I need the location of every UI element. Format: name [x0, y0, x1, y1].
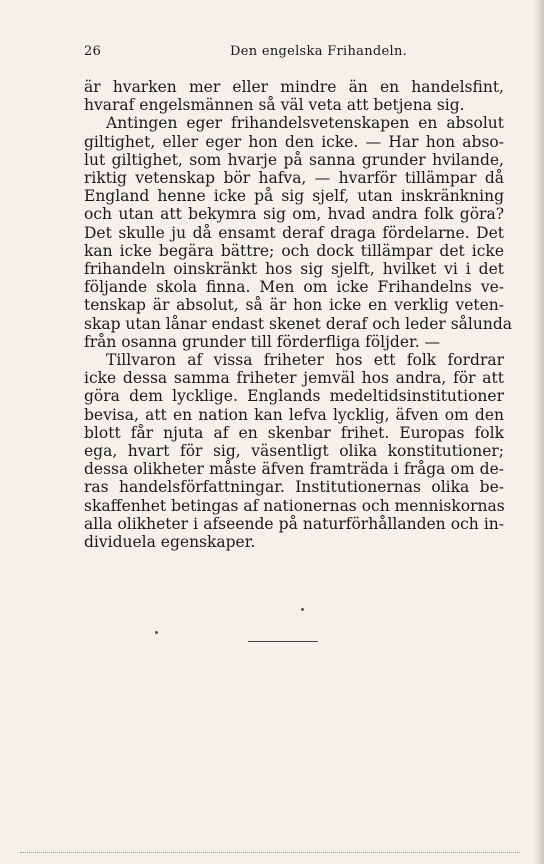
text-line: frihandeln oinskränkt hos sig sjelft, hvilket vi i det [84, 260, 504, 279]
print-speck [301, 608, 304, 611]
text-line: lut giltighet, som hvarje på sanna grunder hvilande, [84, 150, 504, 169]
section-divider [248, 641, 318, 642]
text-line: kan icke begära bättre; och dock tillämpar det icke [84, 241, 504, 260]
text-line: Antingen eger frihandelsvetenskapen en absolut [106, 114, 504, 133]
text-line: dividuela egenskaper. [84, 533, 256, 552]
text-line: ras handelsförfattningar. Institutionernas olika be- [84, 478, 504, 497]
print-speck [155, 631, 158, 634]
page-header [84, 44, 504, 64]
text-line: icke dessa samma friheter jemväl hos andra, för att [84, 369, 504, 388]
bottom-edge-noise [20, 852, 520, 857]
text-line: England henne icke på sig sjelf, utan inskränkning [84, 187, 504, 206]
text-line: alla olikheter i afseende på naturförhållanden och in- [84, 514, 504, 533]
text-line: göra dem lyckligе. Englands medeltidsinstitutioner [84, 387, 504, 406]
text-line: bevisa, att en nation kan lefva lycklig, äfven om den [84, 405, 504, 424]
text-line: skap utan lånar endast skenet deraf och leder sålunda [84, 314, 512, 333]
text-line: hvaraf engelsmännen så väl veta att betjena sig. [84, 96, 465, 115]
text-line: tenskap är absolut, så är hon icke en verklig veten- [84, 296, 504, 315]
text-line: blott får njuta af en skenbar frihet. Europas folk [84, 423, 504, 442]
text-line: skaffenhet betingas af nationernas och menniskornas [84, 496, 505, 515]
text-line: giltighet, eller eger hon den icke. — Har hon abso- [84, 132, 504, 151]
text-line: är hvarken mer eller mindre än en handelsfint, [84, 78, 504, 96]
text-line: riktig vetenskap bör hafva, — hvarför tillämpar då [84, 169, 504, 188]
text-line: Tillvaron af vissa friheter hos ett folk fordrar [106, 351, 504, 370]
text-line: följande skola finna. Men om icke Frihandelns ve- [84, 278, 504, 297]
text-line: dessa olikheter måste äfven framträda i fråga om de- [84, 460, 504, 479]
running-title: Den engelska Frihandeln. [230, 44, 408, 59]
text-line: från osanna grunder till förderfliga följder. — [84, 332, 441, 351]
page-edge-shadow [534, 0, 544, 864]
text-line: Det skulle ju då ensamt deraf draga fördelarne. Det [84, 223, 504, 242]
text-line: och utan att bekymra sig om, hvad andra folk göra? [84, 205, 504, 224]
text-line: ega, hvart för sig, väsentligt olika konstitutioner; [84, 442, 504, 461]
page-number: 26 [84, 44, 102, 59]
body-text [84, 78, 512, 552]
